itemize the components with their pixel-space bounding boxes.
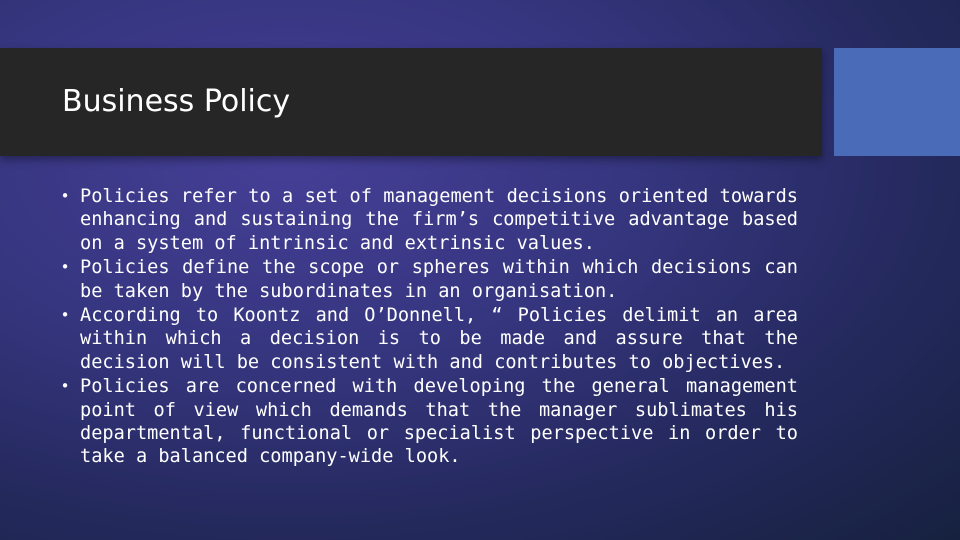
- bullet-marker: •: [60, 377, 70, 396]
- bullet-text: Policies refer to a set of management decisions oriented towards enhancing and sustaining the firm’s competitive advantage based on a system of intrinsic and extrinsic values.: [80, 186, 798, 254]
- bullet-item: [58, 375, 798, 469]
- bullet-marker: •: [60, 187, 70, 205]
- bullet-item: [58, 256, 798, 303]
- bullet-text: Policies define the scope or spheres within which decisions can be taken by the subordinates in an organisation.: [80, 257, 798, 302]
- accent-box: [834, 48, 960, 156]
- bullet-text: According to Koontz and O’Donnell, “ Policies delimit an area within which a decision is to be made and assure that the decision will be consistent with and contributes to objectives.: [80, 305, 798, 373]
- slide-title: Business Policy: [62, 84, 291, 119]
- bullet-list: [58, 185, 798, 470]
- bullet-marker: •: [60, 306, 70, 325]
- bullet-text: Policies are concerned with developing the general management point of view which demands that the manager sublimates his departmental, functional or specialist perspective in order to take a balanced company-wide look.: [80, 376, 798, 468]
- bullet-item: [58, 304, 798, 374]
- bullet-marker: •: [60, 258, 70, 277]
- bullet-item: [58, 185, 798, 255]
